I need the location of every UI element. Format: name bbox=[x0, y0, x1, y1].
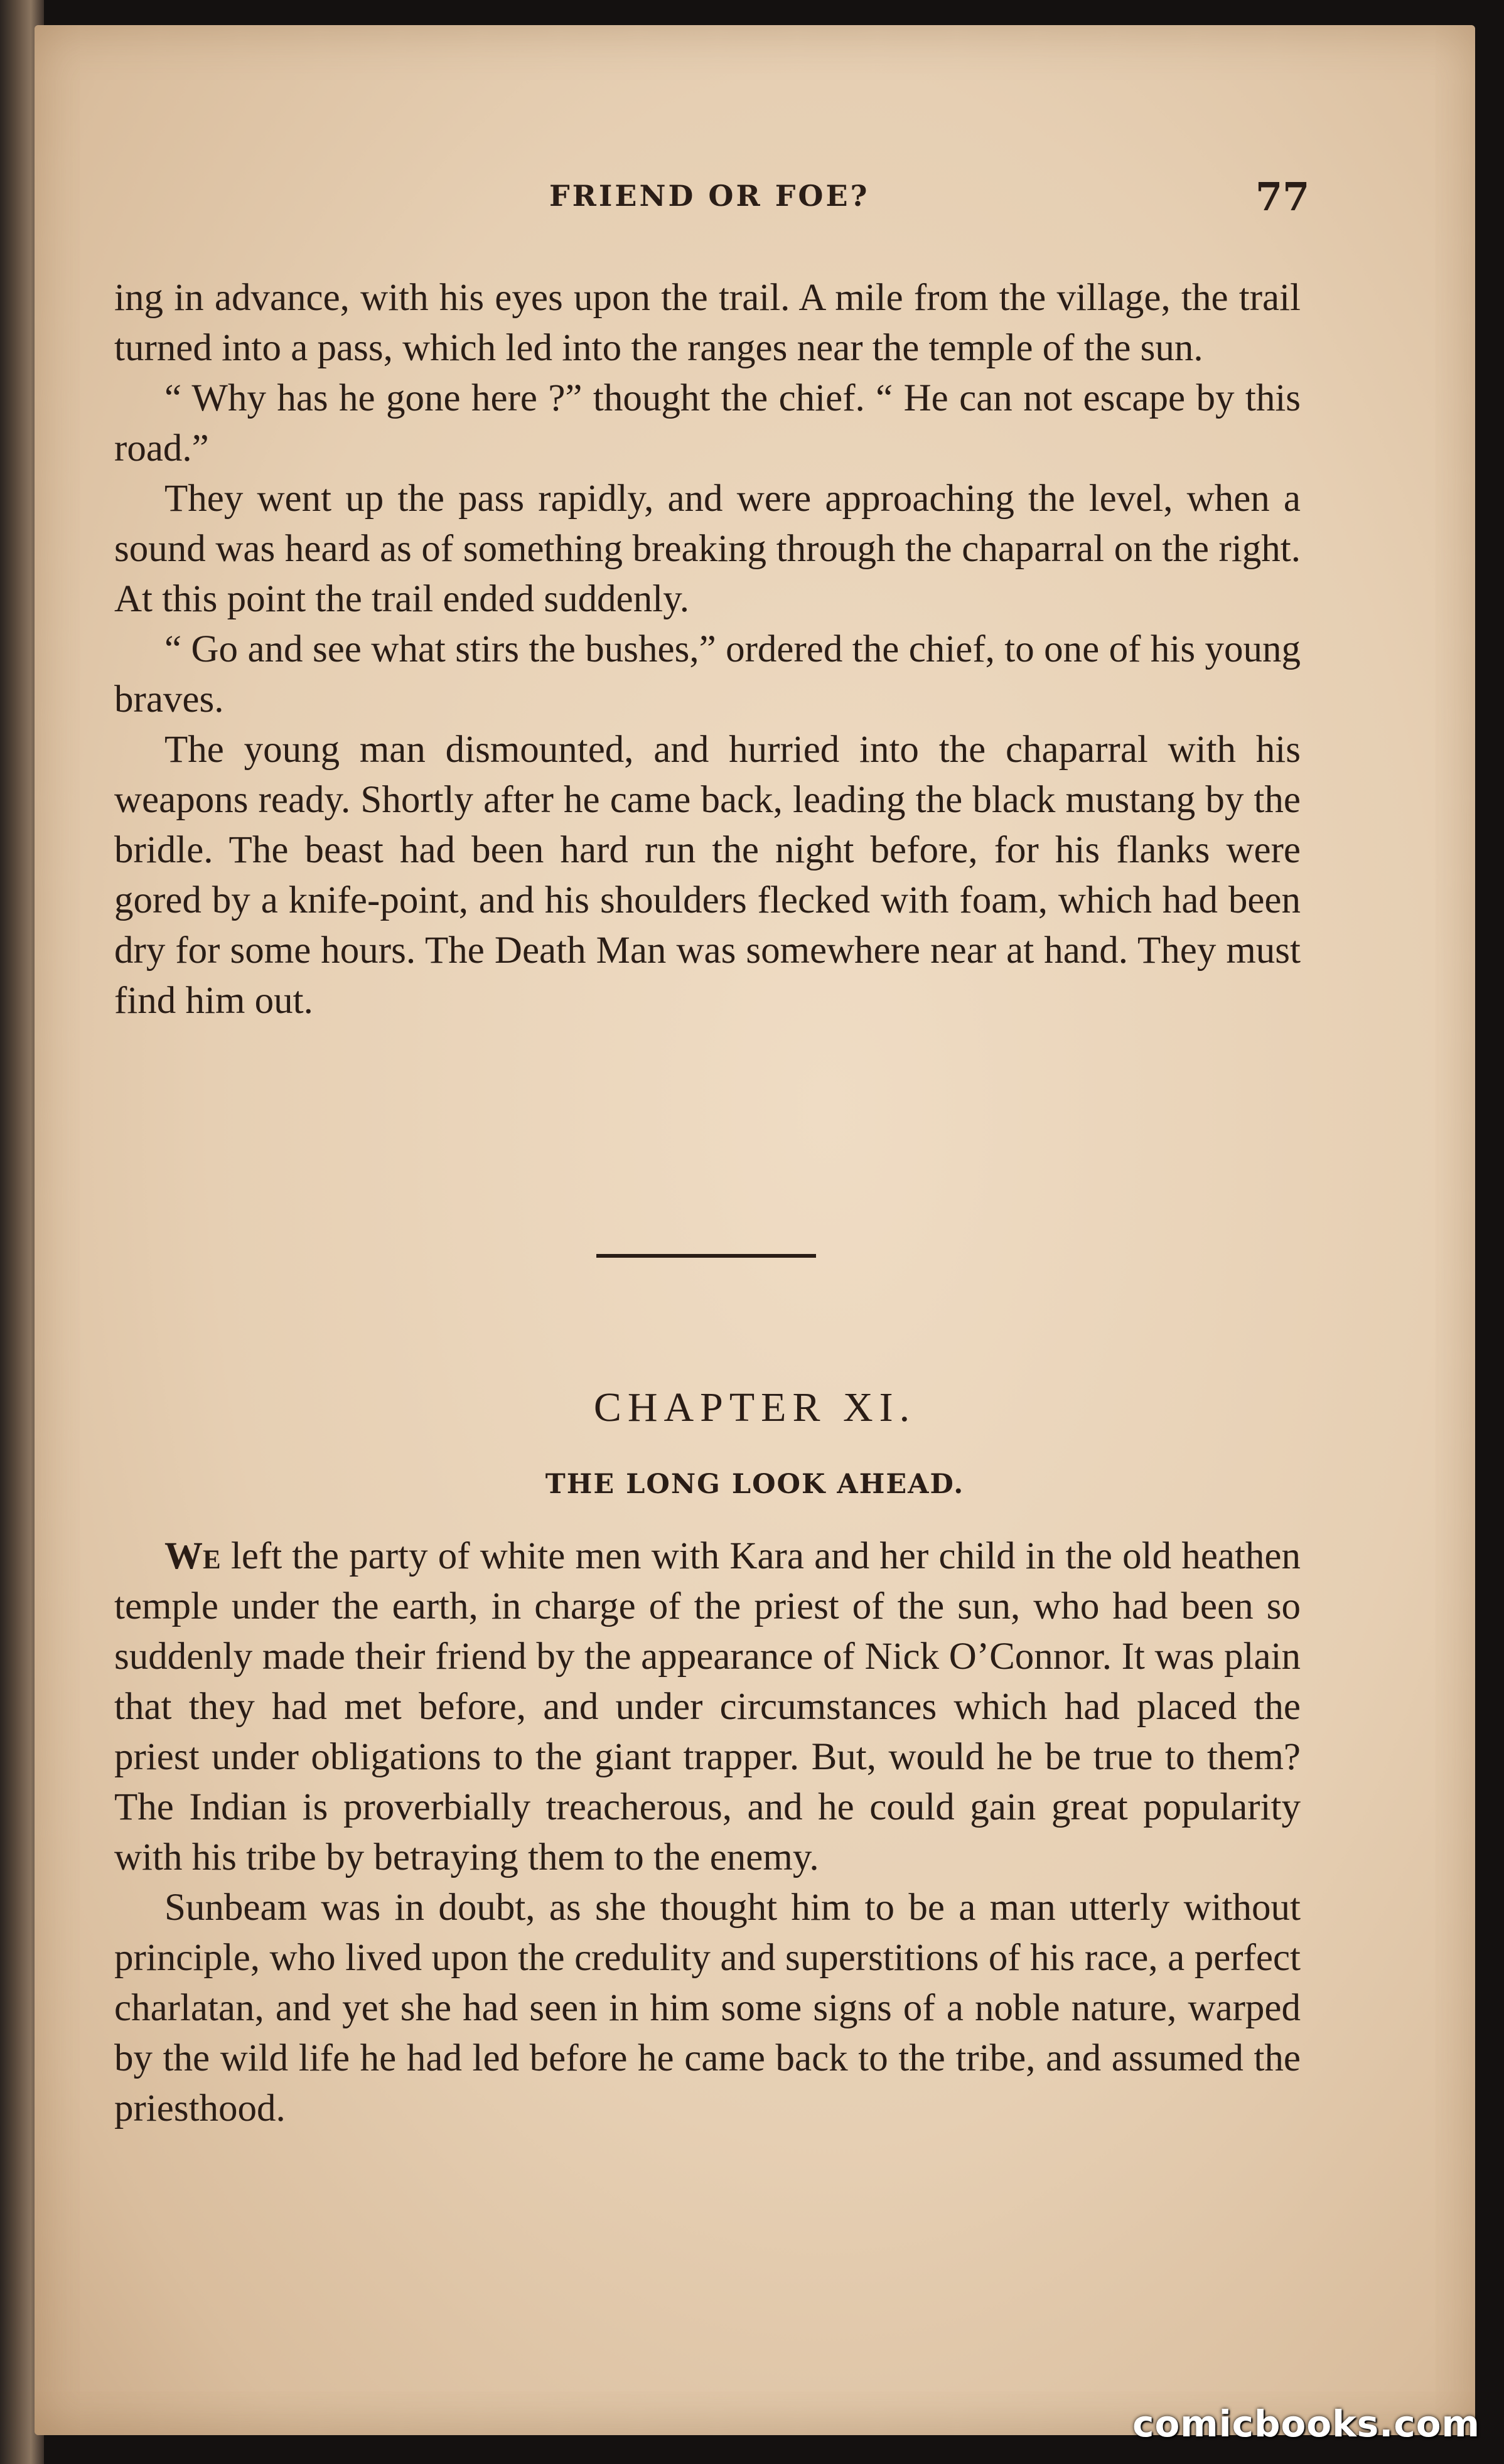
paragraph: ing in advance, with his eyes upon the trail. A mile from the village, the trail turned into a pass, which led into the ranges near the temple of the sun. bbox=[114, 277, 1301, 369]
running-head bbox=[35, 174, 1475, 223]
paragraph: Sunbeam was in doubt, as she thought him to be a man utterly without principle, who lived upon the credulity and superstitions of his race, a perfect charlatan, and yet she had seen in him some signs of a noble nature, warped by the wild life he had led before he came back to the tribe, and assumed the priesthood. bbox=[114, 1887, 1301, 2129]
paragraph: “ Why has he gone here ?” thought the chief. “ He can not escape by this road.” bbox=[114, 377, 1301, 469]
book-page bbox=[35, 25, 1475, 2435]
paragraph: “ Go and see what stirs the bushes,” ordered the chief, to one of his young braves. bbox=[114, 628, 1301, 720]
paragraph bbox=[114, 1531, 1301, 1883]
lead-word: We bbox=[164, 1535, 221, 1577]
text-block-bottom bbox=[114, 1531, 1301, 2134]
watermark: comicbooks.com bbox=[1132, 2402, 1480, 2445]
section-divider bbox=[596, 1254, 816, 1258]
chapter-subtitle: THE LONG LOOK AHEAD. bbox=[545, 1469, 965, 1500]
running-title: FRIEND OR FOE? bbox=[549, 179, 870, 213]
paragraph: The young man dismounted, and hurried into the chaparral with his weapons ready. Shortly after he came back, leading the black mustang by the bridle. The beast had been hard run the night before, for his flanks were gored by a knife-point, and his shoulders flecked with foam, which had been dry for some hours. The Death Man was somewhere near at hand. They must find him out. bbox=[114, 729, 1301, 1022]
paragraph-text: left the party of white men with Kara and her child in the old heathen temple under the earth, in charge of the priest of the sun, who had been so suddenly made their friend by the appearance of Nick O’Connor. It was plain that they had met before, and under circumstances which had placed the priest under obligations to the giant trapper. But, would he be true to them? The Indian is proverbially treacherous, and he could gain great popularity with his tribe by betraying them to the enemy. bbox=[114, 1535, 1301, 1878]
paragraph: They went up the pass rapidly, and were approaching the level, when a sound was heard as of something breaking through the chaparral on the right. At this point the trail ended suddenly. bbox=[114, 478, 1301, 620]
chapter-heading: CHAPTER XI. bbox=[593, 1385, 916, 1430]
page-number: 77 bbox=[1255, 174, 1310, 220]
text-block-top bbox=[114, 273, 1301, 1026]
